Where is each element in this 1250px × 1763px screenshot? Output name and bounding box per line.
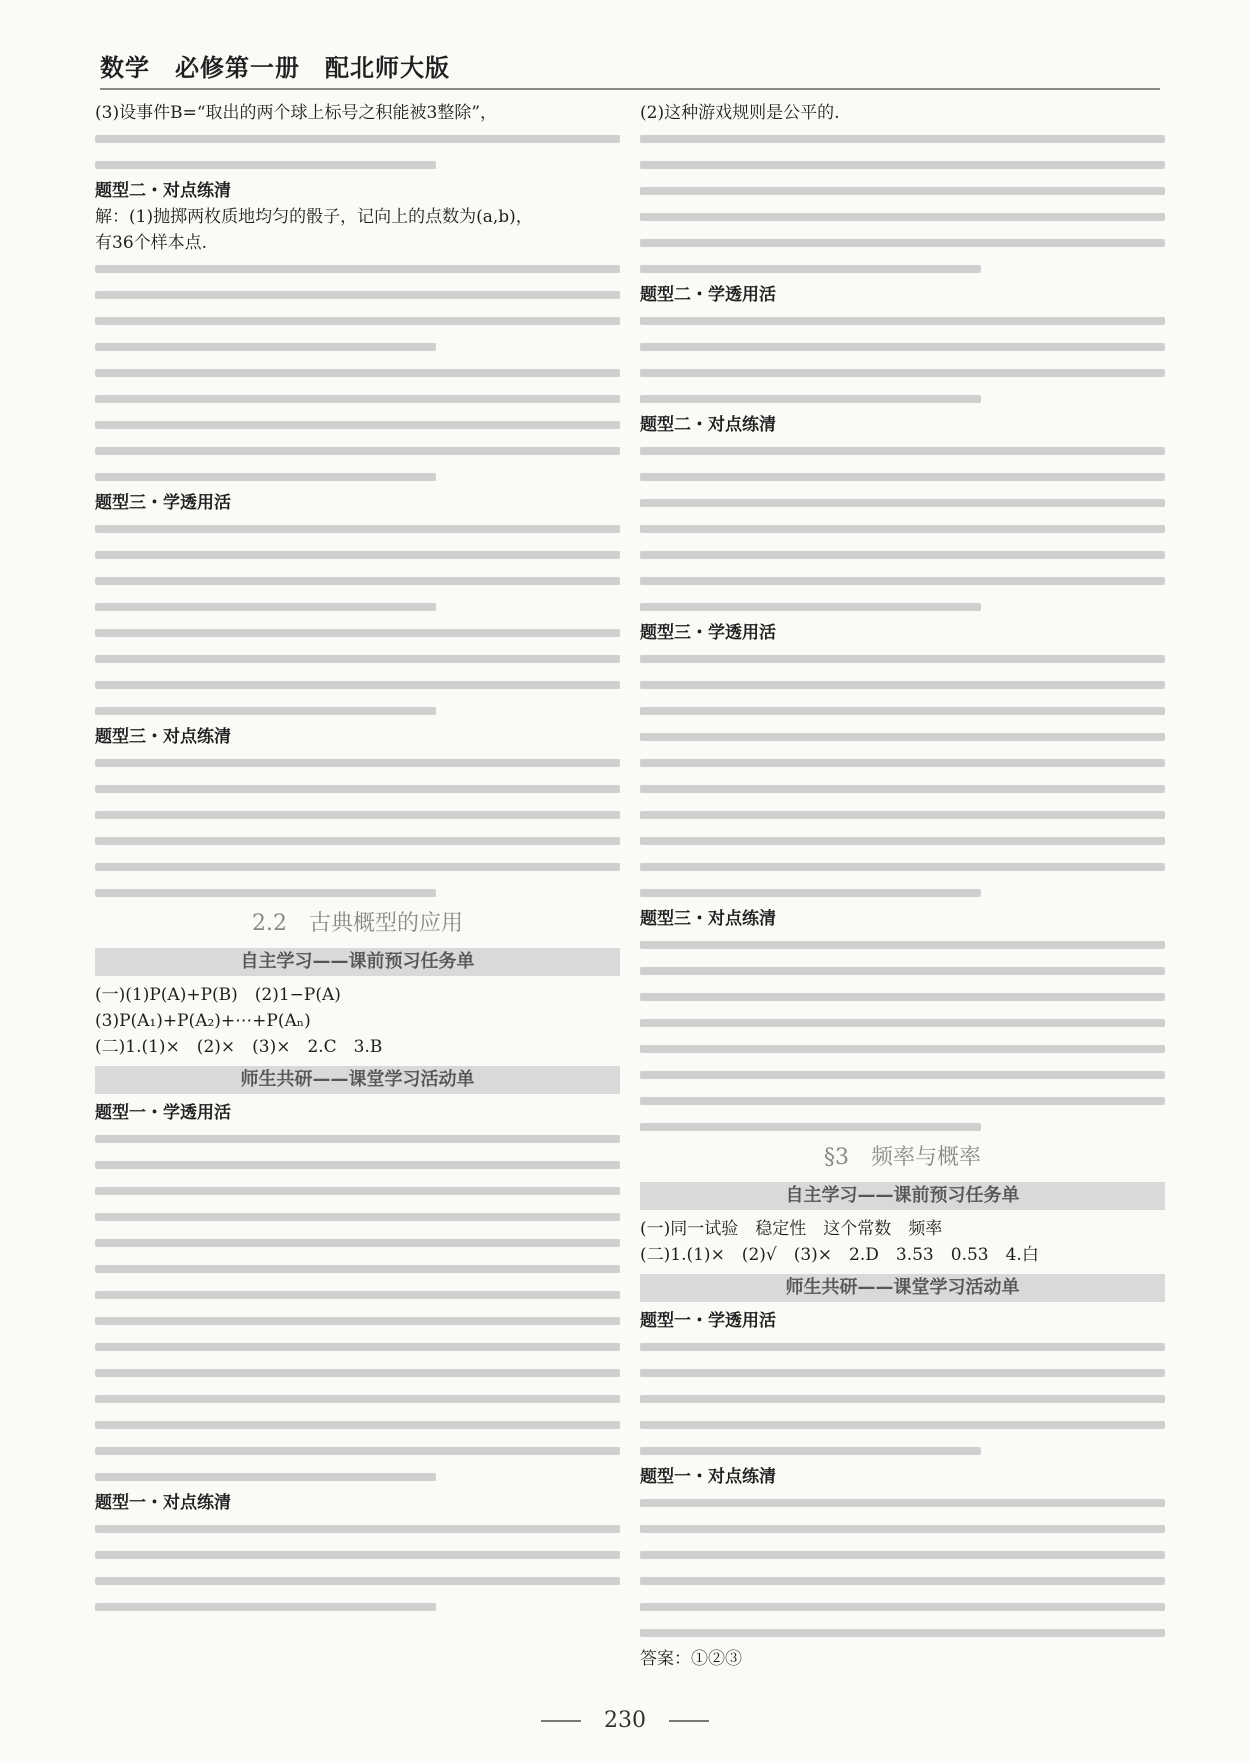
section-heading: 题型三・对点练清	[95, 727, 231, 747]
text-placeholder	[95, 386, 620, 412]
section-title: 2.2 古典概型的应用	[252, 911, 463, 936]
text-placeholder	[95, 308, 620, 334]
text-placeholder	[95, 854, 620, 880]
text-placeholder	[640, 802, 1165, 828]
text-placeholder	[95, 1204, 620, 1230]
text-placeholder	[640, 204, 1165, 230]
text-placeholder	[95, 568, 620, 594]
text-line: (2)这种游戏规则是公平的.	[640, 103, 840, 123]
text-placeholder	[640, 1542, 1165, 1568]
text-placeholder	[95, 1178, 620, 1204]
page-number: 230	[604, 1708, 646, 1733]
text-placeholder	[640, 516, 1165, 542]
answer-line: (一)(1)P(A)+P(B) (2)1−P(A)	[95, 985, 341, 1005]
text-line: 有36个样本点.	[95, 233, 208, 253]
text-placeholder	[95, 1308, 620, 1334]
text-placeholder	[95, 152, 620, 178]
text-placeholder	[640, 932, 1165, 958]
text-placeholder	[95, 828, 620, 854]
text-placeholder	[640, 152, 1165, 178]
section-heading: 题型二・对点练清	[640, 415, 776, 435]
text-placeholder	[640, 1088, 1165, 1114]
self-study-banner: 自主学习——课前预习任务单	[95, 948, 620, 976]
text-placeholder	[95, 646, 620, 672]
page-footer	[0, 1708, 1250, 1733]
text-placeholder	[640, 1036, 1165, 1062]
text-placeholder	[640, 698, 1165, 724]
text-placeholder	[640, 1412, 1165, 1438]
text-placeholder	[95, 1256, 620, 1282]
text-placeholder	[95, 1386, 620, 1412]
running-header	[100, 48, 1160, 90]
text-placeholder	[640, 568, 1165, 594]
text-placeholder	[640, 230, 1165, 256]
text-placeholder	[640, 958, 1165, 984]
text-placeholder	[95, 880, 620, 906]
section-heading: 题型二・对点练清	[95, 181, 231, 201]
text-placeholder	[640, 1010, 1165, 1036]
right-column	[640, 100, 1165, 1672]
text-placeholder	[95, 620, 620, 646]
class-activity-banner: 师生共研——课堂学习活动单	[95, 1066, 620, 1094]
text-placeholder	[640, 126, 1165, 152]
section-heading: 题型一・学透用活	[95, 1103, 231, 1123]
text-placeholder	[95, 1412, 620, 1438]
text-placeholder	[95, 438, 620, 464]
text-placeholder	[640, 1620, 1165, 1646]
text-placeholder	[640, 750, 1165, 776]
text-placeholder	[640, 1114, 1165, 1140]
text-placeholder	[95, 776, 620, 802]
text-placeholder	[640, 178, 1165, 204]
text-placeholder	[640, 464, 1165, 490]
text-placeholder	[640, 1516, 1165, 1542]
text-placeholder	[95, 516, 620, 542]
text-placeholder	[640, 854, 1165, 880]
section-heading: 题型三・学透用活	[640, 623, 776, 643]
text-placeholder	[640, 256, 1165, 282]
text-placeholder	[640, 828, 1165, 854]
text-placeholder	[95, 126, 620, 152]
section-heading: 题型二・学透用活	[640, 285, 776, 305]
text-placeholder	[95, 1152, 620, 1178]
text-placeholder	[95, 334, 620, 360]
footer-dash-left	[541, 1720, 581, 1722]
answer-line: (3)P(A₁)+P(A₂)+⋯+P(Aₙ)	[95, 1011, 311, 1031]
class-activity-banner: 师生共研——课堂学习活动单	[640, 1274, 1165, 1302]
text-placeholder	[640, 1568, 1165, 1594]
text-placeholder	[640, 386, 1165, 412]
text-placeholder	[95, 1282, 620, 1308]
text-placeholder	[95, 802, 620, 828]
text-line: 解：(1)抛掷两枚质地均匀的骰子，记向上的点数为(a,b)，	[95, 207, 533, 227]
text-placeholder	[640, 594, 1165, 620]
text-placeholder	[95, 282, 620, 308]
text-placeholder	[95, 1230, 620, 1256]
text-placeholder	[95, 1568, 620, 1594]
text-placeholder	[640, 1594, 1165, 1620]
text-placeholder	[95, 1464, 620, 1490]
text-placeholder	[95, 256, 620, 282]
text-line: (3)设事件B=“取出的两个球上标号之积能被3整除”，	[95, 103, 498, 123]
section-title: §3 频率与概率	[824, 1145, 981, 1170]
text-placeholder	[95, 698, 620, 724]
text-placeholder	[95, 1334, 620, 1360]
text-placeholder	[640, 776, 1165, 802]
self-study-banner: 自主学习——课前预习任务单	[640, 1182, 1165, 1210]
text-placeholder	[640, 880, 1165, 906]
header-title: 数学 必修第一册 配北师大版	[100, 54, 450, 82]
text-placeholder	[95, 360, 620, 386]
text-placeholder	[640, 1334, 1165, 1360]
text-placeholder	[640, 438, 1165, 464]
text-placeholder	[95, 1360, 620, 1386]
text-placeholder	[95, 672, 620, 698]
text-placeholder	[640, 308, 1165, 334]
text-placeholder	[640, 1490, 1165, 1516]
left-column	[95, 100, 620, 1620]
section-heading: 题型三・学透用活	[95, 493, 231, 513]
text-placeholder	[95, 412, 620, 438]
text-placeholder	[640, 542, 1165, 568]
text-placeholder	[640, 646, 1165, 672]
text-placeholder	[95, 542, 620, 568]
text-placeholder	[640, 724, 1165, 750]
text-placeholder	[640, 1438, 1165, 1464]
text-placeholder	[640, 490, 1165, 516]
text-placeholder	[95, 1516, 620, 1542]
text-placeholder	[95, 1438, 620, 1464]
text-placeholder	[95, 1126, 620, 1152]
text-placeholder	[95, 594, 620, 620]
answer-line: 答案：①②③	[640, 1649, 742, 1669]
section-heading: 题型一・学透用活	[640, 1311, 776, 1331]
footer-dash-right	[669, 1720, 709, 1722]
text-placeholder	[640, 1386, 1165, 1412]
text-placeholder	[640, 984, 1165, 1010]
text-placeholder	[640, 1062, 1165, 1088]
section-heading: 题型一・对点练清	[640, 1467, 776, 1487]
text-placeholder	[95, 1542, 620, 1568]
answer-line: (二)1.(1)× (2)× (3)× 2.C 3.B	[95, 1037, 383, 1057]
text-placeholder	[95, 464, 620, 490]
text-placeholder	[640, 672, 1165, 698]
text-placeholder	[640, 1360, 1165, 1386]
section-heading: 题型一・对点练清	[95, 1493, 231, 1513]
text-placeholder	[640, 334, 1165, 360]
text-placeholder	[640, 360, 1165, 386]
answer-line: (一)同一试验 稳定性 这个常数 频率	[640, 1219, 943, 1239]
answer-line: (二)1.(1)× (2)√ (3)× 2.D 3.53 0.53 4.白	[640, 1245, 1039, 1265]
text-placeholder	[95, 1594, 620, 1620]
section-heading: 题型三・对点练清	[640, 909, 776, 929]
text-placeholder	[95, 750, 620, 776]
